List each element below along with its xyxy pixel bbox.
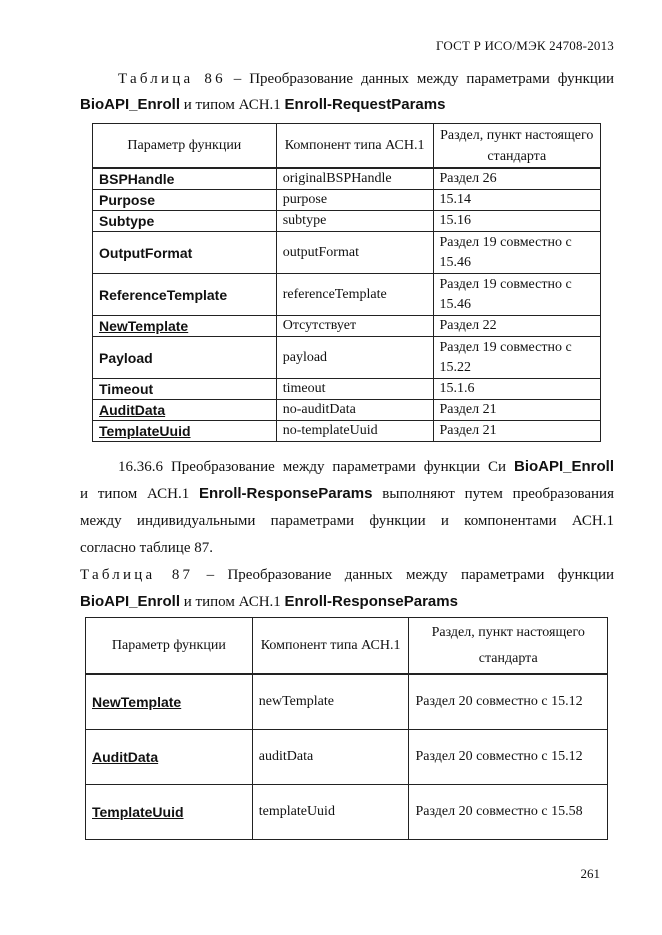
section-cell: 15.1.6 [433, 379, 600, 400]
paragraph-16-36-6: 16.36.6 Преобразование между параметрами функции Си BioAPI_Enroll [118, 458, 614, 475]
section-cell: Раздел 20 совместно с 15.12 [409, 674, 608, 730]
param-cell: OutputFormat [93, 232, 277, 274]
component-cell: payload [276, 337, 433, 379]
table-86 [92, 123, 601, 442]
table-row [93, 337, 601, 379]
param-cell: Purpose [93, 190, 277, 211]
table-87-caption-text: – Преобразование данных между параметрами функции [193, 567, 614, 583]
component-cell: subtype [276, 211, 433, 232]
section-cell: Раздел 22 [433, 316, 600, 337]
section-cell: Раздел 19 совместно с 15.46 [433, 274, 600, 316]
section-cell: Раздел 21 [433, 421, 600, 442]
param-cell: Payload [93, 337, 277, 379]
column-header: Раздел, пункт настоящего стандарта [409, 618, 608, 675]
component-cell: timeout [276, 379, 433, 400]
table-row [93, 232, 601, 274]
table-row [93, 421, 601, 442]
column-header: Раздел, пункт настоящего стандарта [433, 124, 600, 169]
table-87 [85, 617, 608, 840]
function-name: BioAPI_Enroll [513, 458, 614, 475]
component-cell: auditData [252, 730, 409, 785]
table-87-caption-line2: BioAPI_Enroll и типом АСН.1 Enroll-ResponseParams [80, 593, 458, 610]
column-header: Компонент типа АСН.1 [276, 124, 433, 169]
section-cell: Раздел 21 [433, 400, 600, 421]
table-row [93, 400, 601, 421]
param-cell: Timeout [93, 379, 277, 400]
table-86-label: Таблица 86 [118, 71, 226, 87]
param-cell: AuditData [93, 400, 277, 421]
table-row [93, 274, 601, 316]
table-row [86, 730, 608, 785]
param-cell: TemplateUuid [86, 785, 253, 840]
section-cell: 15.14 [433, 190, 600, 211]
column-header: Параметр функции [93, 124, 277, 169]
function-name: BioAPI_Enroll [80, 96, 181, 113]
document-code: ГОСТ Р ИСО/МЭК 24708-2013 [435, 38, 614, 53]
asn-type-name: Enroll-ResponseParams [284, 593, 458, 610]
table-header-row [93, 124, 601, 169]
asn-type-name: Enroll-ResponseParams [199, 485, 373, 502]
component-cell: no-auditData [276, 400, 433, 421]
table-87-label: Таблица 87 [80, 567, 194, 583]
column-header: Параметр функции [86, 618, 253, 675]
component-cell: Отсутствует [276, 316, 433, 337]
component-cell: purpose [276, 190, 433, 211]
table-86-caption-line2: BioAPI_Enroll и типом АСН.1 Enroll-RequestParams [80, 96, 446, 113]
section-cell: Раздел 20 совместно с 15.58 [409, 785, 608, 840]
component-cell: outputFormat [276, 232, 433, 274]
param-cell: NewTemplate [86, 674, 253, 730]
table-86-caption [80, 66, 614, 92]
table-row [93, 168, 601, 190]
section-cell: Раздел 19 совместно с 15.46 [433, 232, 600, 274]
table-87-caption [80, 562, 614, 588]
column-header: Компонент типа АСН.1 [252, 618, 409, 675]
param-cell: NewTemplate [93, 316, 277, 337]
param-cell: ReferenceTemplate [93, 274, 277, 316]
param-cell: TemplateUuid [93, 421, 277, 442]
table-row [93, 190, 601, 211]
table-row [93, 379, 601, 400]
function-name: BioAPI_Enroll [80, 593, 181, 610]
component-cell: no-templateUuid [276, 421, 433, 442]
page-number: 261 [580, 866, 600, 881]
section-cell: Раздел 19 совместно с 15.22 [433, 337, 600, 379]
param-cell: Subtype [93, 211, 277, 232]
table-row [93, 316, 601, 337]
table-header-row [86, 618, 608, 675]
section-cell: 15.16 [433, 211, 600, 232]
asn-type-name: Enroll-RequestParams [284, 96, 446, 113]
component-cell: referenceTemplate [276, 274, 433, 316]
section-cell: Раздел 26 [433, 168, 600, 190]
table-row [93, 211, 601, 232]
param-cell: BSPHandle [93, 168, 277, 190]
param-cell: AuditData [86, 730, 253, 785]
component-cell: newTemplate [252, 674, 409, 730]
document-page: ГОСТ Р ИСО/МЭК 24708-2013 Таблица 86 – Преобразование данных между параметрами функции BioAPI_Enroll и типом АСН.1 Enroll-RequestParams Параметр функции Компонент типа АСН.1 Раздел, пункт настоящего стандарта BSPHandle originalBSPHandle Раздел 26 Purpose purpose 15.14 Subtype subtype 15.16 OutputFormat outputFormat Раздел 19 совместно с 15.46 ReferenceTemplate referenceTemplate Раздел 19 совместно с 15.46 NewTemplate Отсутствует Раздел 22 Payload payload Раздел 19 совместно с 15.22 Timeout timeout 15.1.6 AuditData no-auditData Раздел 21 TemplateUuid no-templateUuid Раздел 21 16.36.6 Преобразование между параметрами функции Си BioAPI_Enroll и типом АСН.1 Enroll-ResponseParams выполняют путем преобразования между индивидуальными параметрами функции и компонентами АСН.1 согласно таблице 87. Таблица 87 – Преобразование данных между параметрами функции BioAPI_Enroll и типом АСН.1 Enroll-ResponseParams Параметр функции Компонент типа АСН.1 Раздел, пункт настоящего стандарта NewTemplate newTemplate Раздел 20 совместно с 15.12 AuditData auditData Раздел 20 совместно с 15.12 TemplateUuid templateUuid Раздел 20 совместно с 15.58 261 [80, 38, 615, 881]
section-cell: Раздел 20 совместно с 15.12 [409, 730, 608, 785]
component-cell: templateUuid [252, 785, 409, 840]
table-row [86, 674, 608, 730]
table-86-caption-text: – Преобразование данных между параметрами функции [225, 71, 615, 87]
component-cell: originalBSPHandle [276, 168, 433, 190]
table-row [86, 785, 608, 840]
